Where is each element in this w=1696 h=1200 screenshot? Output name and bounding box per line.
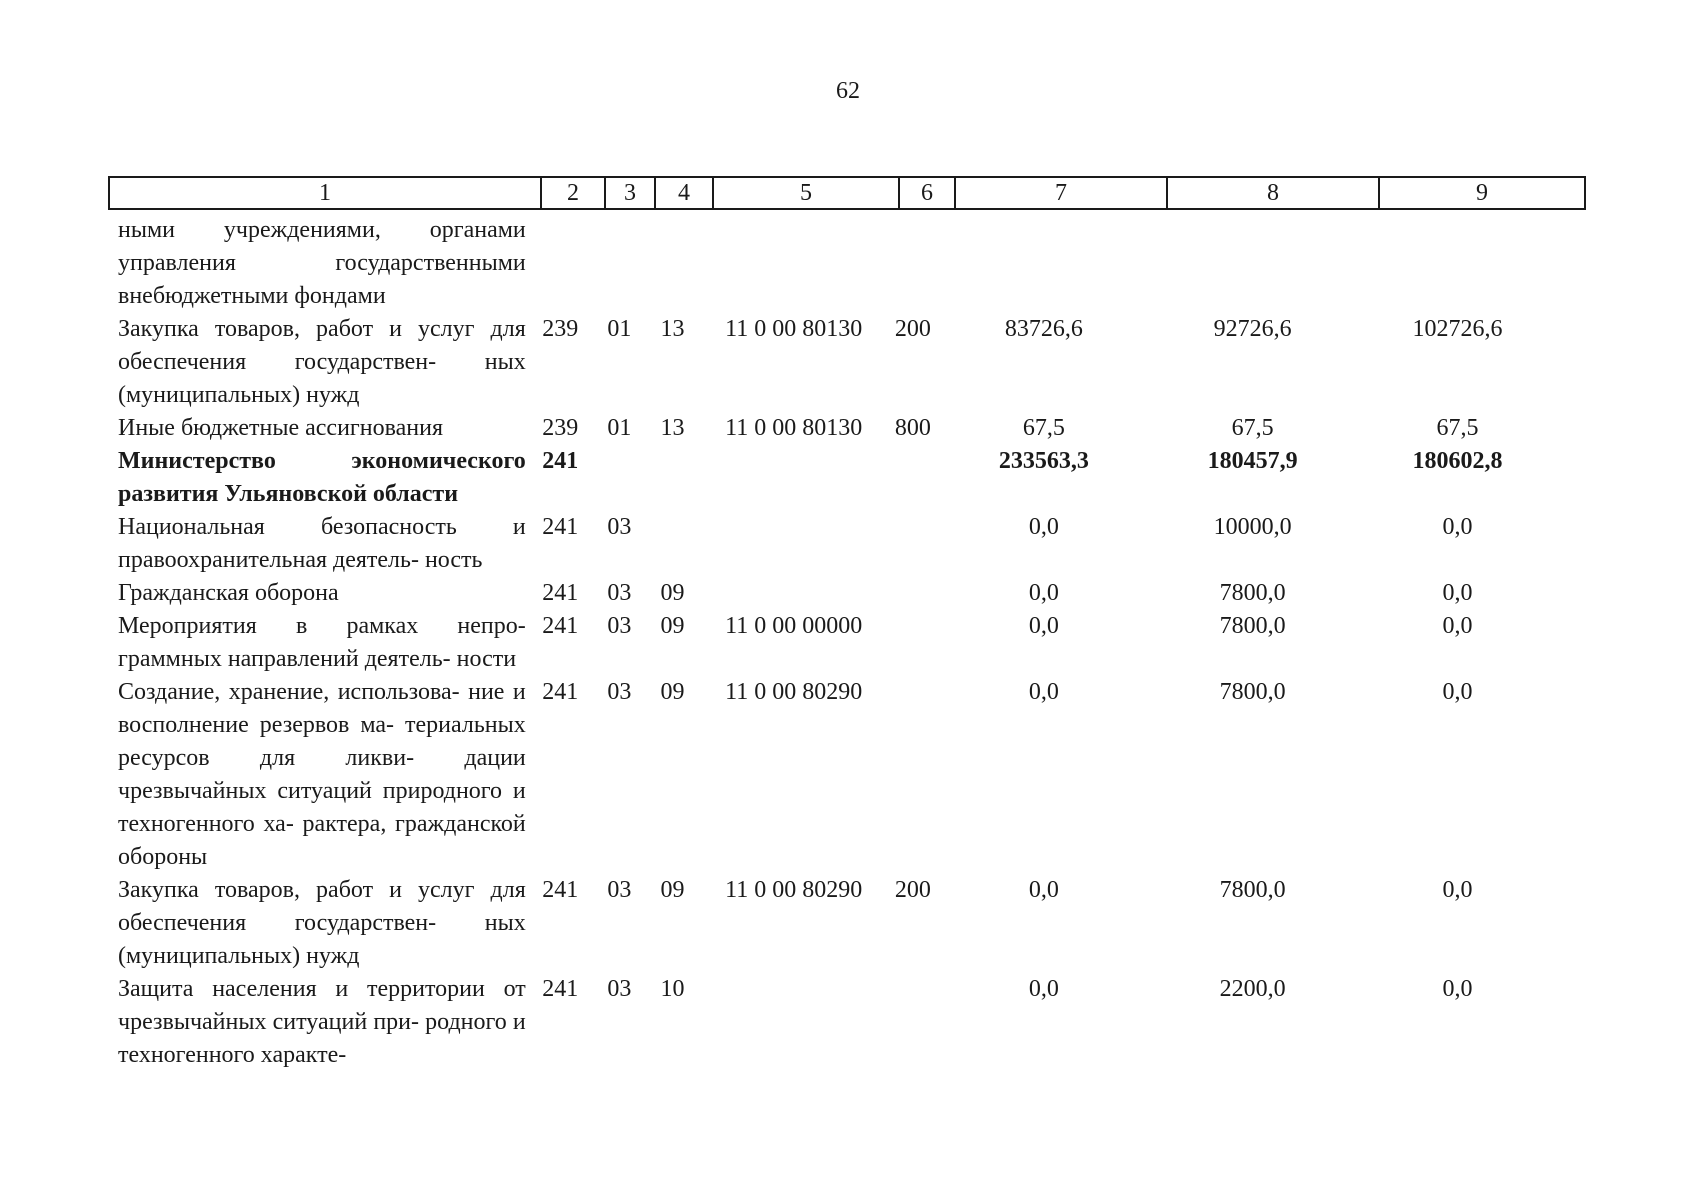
table-row: [118, 874, 1558, 973]
amount-col7: 0,0: [1028, 514, 1059, 540]
expense-type-code: [886, 511, 939, 577]
admin-code: 241: [542, 976, 579, 1002]
page-number: 62: [836, 78, 860, 104]
section-code: 01: [607, 316, 632, 342]
column-header-5: 5: [714, 178, 900, 208]
admin-code: 241: [542, 877, 579, 903]
subsection-code: 09: [660, 877, 685, 903]
amount-col8: [1148, 214, 1357, 313]
section-code: 03: [607, 613, 632, 639]
column-header-1: 1: [110, 178, 542, 208]
section-code: [595, 214, 644, 313]
amount-col8: 180457,9: [1207, 448, 1298, 474]
expense-type-code: 800: [894, 415, 931, 441]
subsection-code: [644, 214, 701, 313]
section-code: 03: [607, 580, 632, 606]
table-row: [118, 610, 1558, 676]
amount-col9: 0,0: [1442, 580, 1473, 606]
table-row: [118, 676, 1558, 874]
table-row: [118, 511, 1558, 577]
amount-col9: 0,0: [1442, 613, 1473, 639]
column-header-8: 8: [1168, 178, 1380, 208]
amount-col9: 0,0: [1442, 976, 1473, 1002]
admin-code: 239: [542, 316, 579, 342]
column-header-9: 9: [1476, 180, 1488, 206]
table-row: [118, 445, 1558, 511]
amount-col7: 0,0: [1028, 877, 1059, 903]
amount-col7: 233563,3: [998, 448, 1089, 474]
section-code: 03: [607, 877, 632, 903]
subsection-code: 09: [660, 580, 685, 606]
admin-code: 241: [542, 613, 579, 639]
section-code: 03: [607, 679, 632, 705]
target-article-code: [701, 973, 886, 1072]
admin-code: 241: [542, 514, 579, 540]
table-row: [118, 577, 1558, 610]
expense-type-code: 200: [894, 877, 931, 903]
target-article-code: [701, 511, 886, 577]
expense-type-code: 200: [894, 316, 931, 342]
amount-col9: [1357, 214, 1558, 313]
amount-col8: 7800,0: [1219, 580, 1286, 606]
row-name: Национальная безопасность и правоохранительная деятель- ность: [118, 514, 526, 573]
amount-col8: 92726,6: [1213, 316, 1292, 342]
target-article-code: [701, 577, 886, 610]
amount-col7: 0,0: [1028, 613, 1059, 639]
amount-col7: 0,0: [1028, 679, 1059, 705]
target-article-code: 11 0 00 00000: [725, 613, 863, 639]
amount-col9: 67,5: [1436, 415, 1479, 441]
expense-type-code: [886, 214, 939, 313]
amount-col7: 67,5: [1022, 415, 1065, 441]
column-header-4: 4: [656, 178, 714, 208]
section-code: 01: [607, 415, 632, 441]
row-name: Гражданская оборона: [118, 580, 339, 606]
row-name: Защита населения и территории от чрезвычайных ситуаций при- родного и техногенного характе-: [118, 976, 526, 1068]
section-code: 03: [607, 514, 632, 540]
amount-col9: 0,0: [1442, 679, 1473, 705]
target-article-code: [701, 445, 886, 511]
admin-code: 241: [542, 448, 579, 474]
amount-col7: 0,0: [1028, 976, 1059, 1002]
amount-col8: 10000,0: [1213, 514, 1292, 540]
target-article-code: [701, 214, 886, 313]
expense-type-code: [886, 676, 939, 874]
admin-code: 239: [542, 415, 579, 441]
column-header-2: 2: [542, 178, 606, 208]
amount-col8: 7800,0: [1219, 877, 1286, 903]
subsection-code: [644, 511, 701, 577]
amount-col8: 7800,0: [1219, 613, 1286, 639]
target-article-code: 11 0 00 80290: [725, 679, 863, 705]
target-article-code: 11 0 00 80290: [725, 877, 863, 903]
table-header: [108, 176, 1586, 210]
column-header-7: 7: [956, 178, 1168, 208]
subsection-code: [644, 445, 701, 511]
column-header-6: 6: [900, 178, 956, 208]
row-name: Создание, хранение, использова- ние и восполнение резервов ма- териальных ресурсов для ликви- дации чрезвычайных ситуаций природного и техногенного ха- рактера, гражданской обороны: [118, 679, 526, 870]
subsection-code: 13: [660, 415, 685, 441]
amount-col9: 0,0: [1442, 877, 1473, 903]
amount-col7: [939, 214, 1148, 313]
amount-col9: 180602,8: [1412, 448, 1503, 474]
expense-type-code: [886, 577, 939, 610]
amount-col8: 7800,0: [1219, 679, 1286, 705]
row-name: Министерство экономического развития Ульяновской области: [118, 448, 526, 507]
expense-type-code: [886, 610, 939, 676]
amount-col7: 83726,6: [1004, 316, 1083, 342]
admin-code: [526, 214, 595, 313]
column-header-3: 3: [606, 178, 656, 208]
table-row: [118, 973, 1558, 1072]
amount-col7: 0,0: [1028, 580, 1059, 606]
row-name: Мероприятия в рамках непро- граммных направлений деятель- ности: [118, 613, 526, 672]
section-code: [595, 445, 644, 511]
target-article-code: 11 0 00 80130: [725, 415, 863, 441]
table-row: [118, 313, 1558, 412]
expense-type-code: [886, 445, 939, 511]
amount-col8: 67,5: [1231, 415, 1274, 441]
amount-col9: 0,0: [1442, 514, 1473, 540]
row-name: Закупка товаров, работ и услуг для обеспечения государствен- ных (муниципальных) нужд: [118, 877, 526, 969]
section-code: 03: [607, 976, 632, 1002]
row-name: ными учреждениями, органами управления государственными внебюджетными фондами: [118, 217, 526, 309]
subsection-code: 10: [660, 976, 685, 1002]
subsection-code: 09: [660, 613, 685, 639]
admin-code: 241: [542, 580, 579, 606]
amount-col8: 2200,0: [1219, 976, 1286, 1002]
table-body: [118, 214, 1558, 1072]
target-article-code: 11 0 00 80130: [725, 316, 863, 342]
admin-code: 241: [542, 679, 579, 705]
amount-col9: 102726,6: [1412, 316, 1503, 342]
subsection-code: 09: [660, 679, 685, 705]
subsection-code: 13: [660, 316, 685, 342]
row-name: Иные бюджетные ассигнования: [118, 415, 443, 441]
expense-type-code: [886, 973, 939, 1072]
table-row: [118, 214, 1558, 313]
table-row: [118, 412, 1558, 445]
row-name: Закупка товаров, работ и услуг для обеспечения государствен- ных (муниципальных) нужд: [118, 316, 526, 408]
